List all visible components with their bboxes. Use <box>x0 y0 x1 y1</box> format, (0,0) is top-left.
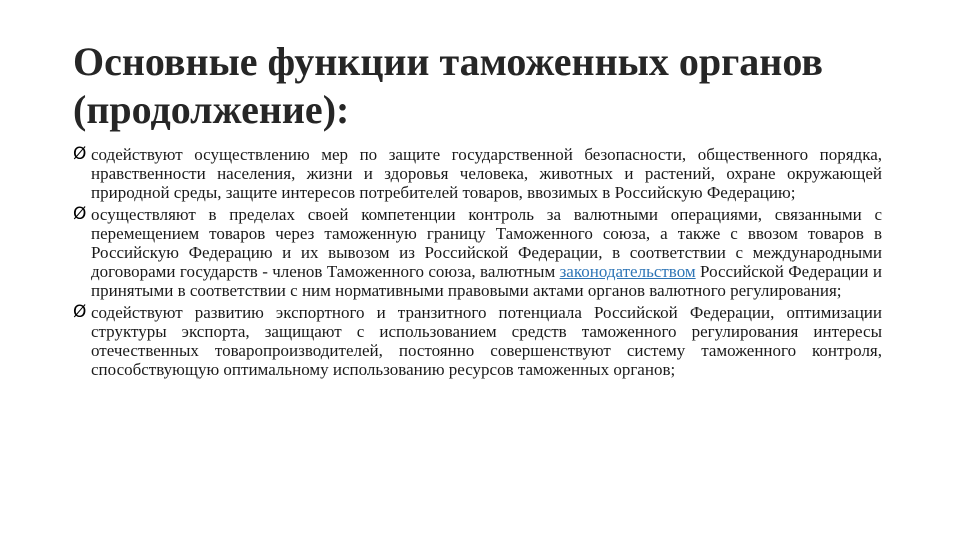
bullet-text: содействуют осуществлению мер по защите государственной безопасности, общественного порядка, нравственности населения, жизни и здоровья человека, животных и растений, охране окружающей природной среды, защите интересов потребителей товаров, ввозимых в Российскую Федерацию; <box>91 145 882 202</box>
bullet-list <box>73 145 882 382</box>
bullet-item-export <box>73 303 882 379</box>
slide-title: Основные функции таможенных органов (продолжение): <box>73 39 823 132</box>
bullet-item-security <box>73 145 882 202</box>
bullet-arrow-icon: Ø <box>73 302 87 322</box>
bullet-arrow-icon: Ø <box>73 204 87 224</box>
bullet-item-currency-control <box>73 205 882 300</box>
legislation-link[interactable]: законодательством <box>559 262 696 281</box>
bullet-arrow-icon: Ø <box>73 144 87 164</box>
bullet-text-after-link: Российской Федерации и принятыми в соответствии с ним нормативными правовыми актами органов валютного регулирования; <box>91 262 882 300</box>
bullet-text: содействуют развитию экспортного и транзитного потенциала Российской Федерации, оптимизации структуры экспорта, защищают с использованием средств таможенного регулирования интересы отечественных товаропроизводителей, постоянно совершенствуют систему таможенного контроля, способствующую оптимальному использованию ресурсов таможенных органов; <box>91 303 882 379</box>
bullet-text-before-link: осуществляют в пределах своей компетенции контроль за валютными операциями, связанными с перемещением товаров через таможенную границу Таможенного союза, а также с ввозом товаров в Российскую Федерацию и их вывозом из Российской Федерации, в соответствии с международными договорами государств - членов Таможенного союза, валютным <box>91 205 882 281</box>
